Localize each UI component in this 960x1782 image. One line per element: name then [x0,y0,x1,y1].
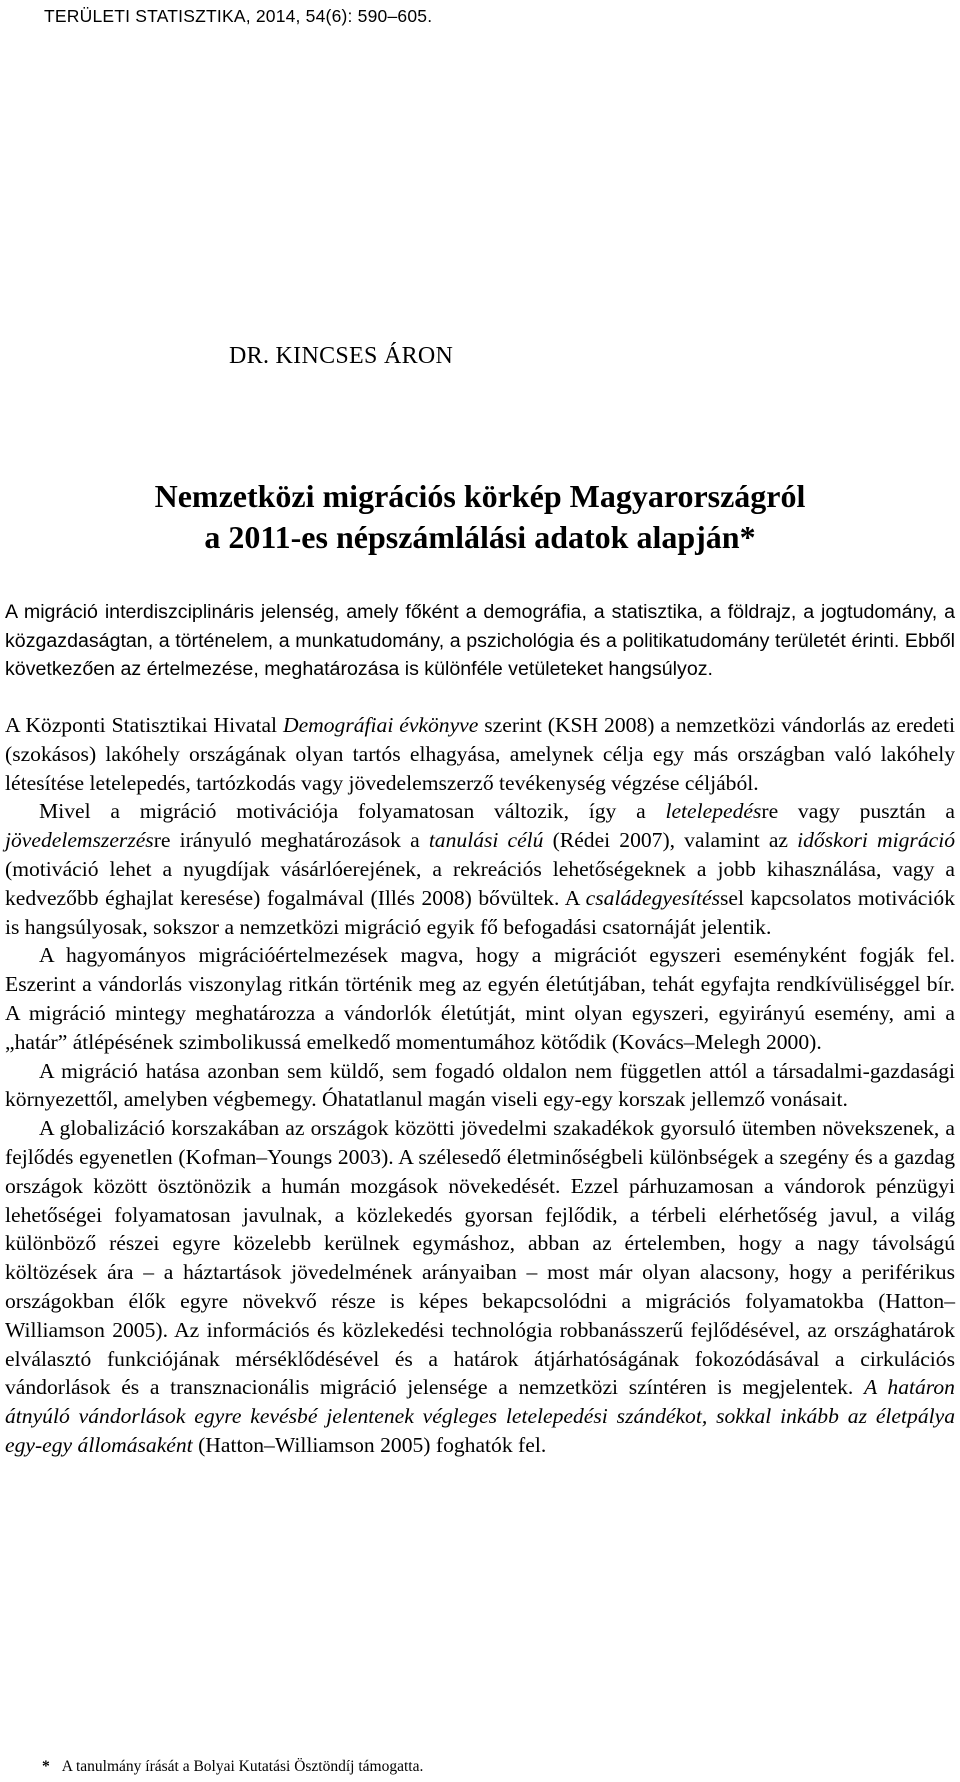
footnote-text: A tanulmány írását a Bolyai Kutatási Ösztöndíj támogatta. [61,1758,424,1775]
running-head: TERÜLETI STATISZTIKA, 2014, 54(6): 590–605. [44,6,433,26]
abstract: A migráció interdiszciplináris jelenség, amely főként a demográfia, a statisztika, a földrajz, a jogtudomány, a közgazdaságtan, a történelem, a munkatudomány, a pszichológia és a politikatudomány területét érinti. Ebből következően az értelmezése, meghatározása is különféle vetületeket hangsúlyoz. [5,601,955,681]
paragraph-1-text-b: szerint (KSH 2008) a nemzetközi vándorlás az eredeti (szokásos) lakóhely országának olyan tartós elhagyása, amelynek célja egy más országban való lakóhely létesítése letelepedés, tartózkodás vagy jövedelemszerző tevékenység végzése céljából. [5,713,955,795]
paragraph-2-italic-1: letelepedés [665,799,762,824]
footnote [42,1758,423,1776]
paragraph-2-italic-5: családegyesítés [585,885,720,910]
paragraph-5-text-b: (Hatton–Williamson 2005) foghatók fel. [192,1432,547,1457]
paragraph-2-text-b: re vagy pusztán a [761,799,955,824]
article-body [5,711,955,1460]
paragraph-2-italic-4: időskori migráció [797,828,955,853]
paragraph-1-italic-1: Demográfiai évkönyve [282,713,479,737]
paragraph-2 [5,797,955,941]
article-title [0,476,960,558]
title-line-2: a 2011-es népszámlálási adatok alapján* [204,519,756,556]
footnote-mark: * [42,1758,50,1775]
paragraph-2-text-f: sel kapcsolatos motivációk is hangsúlyosak, sokszor a nemzetközi migráció egyik fő befogadási csatornáját jelentik. [5,885,955,939]
paragraph-5-text-a: A globalizáció korszakában az országok közötti jövedelmi szakadékok gyorsuló ütemben növekszenek, a fejlődés egyenetlen (Kofman–Youngs 2003). A szélesedő életminőségbeli különbségek a szegény és a gazdag országok között ösztönözik a humán mozgások növekedését. Ezzel párhuzamosan a vándorok pénzügyi lehetőségei folyamatosan javulnak, a közlekedés gyorsan fejlődik, a térbeli elérhetőség javul, a világ különböző részei egyre közelebb kerülnek egymáshoz, abban az értelemben, hogy a nagy távolságú költözések ára – a háztartások jövedelmének arányaiban – most már olyan alacsony, hogy a periférikus országokban élők egyre növekvő része is képes bekapcsolódni a migrációs folyamatokba (Hatton–Williamson 2005). Az információs és közlekedési technológia robbanásszerű fejlődésével, az országhatárok elválasztó funkciójának mérséklődésével és a határok átjárhatóságának fokozódásával a cirkulációs vándorlások és a transznacionális migráció jelensége a nemzetközi színtéren is megjelentek. [5,1116,955,1400]
paragraph-2-text-a: Mivel a migráció motivációja folyamatosan változik, így a [39,799,666,824]
paragraph-1 [5,711,955,797]
paragraph-2-text-d: (Rédei 2007), valamint az [543,828,798,853]
paragraph-2-italic-3: tanulási célú [428,828,544,853]
paragraph-5 [5,1114,955,1460]
paragraph-4: A migráció hatása azonban sem küldő, sem fogadó oldalon nem független attól a társadalmi-gazdasági környezettől, amelyben végbemegy. Óhatatlanul magán viseli egy-egy korszak jellemző vonásait. [5,1058,955,1112]
paragraph-1-text-a: A Központi Statisztikai Hivatal [5,713,283,737]
author-name: DR. KINCSES ÁRON [229,343,454,369]
paragraph-5-italic-1: A határon átnyúló vándorlások egyre kevésbé jelentenek végleges letelepedési szándékot, sokkal inkább az életpálya egy-egy állomásaként [5,1375,955,1457]
title-line-1: Nemzetközi migrációs körkép Magyarországról [154,478,806,515]
paragraph-2-text-c: re irányuló meghatározások a [153,828,429,853]
paragraph-3: A hagyományos migrációértelmezések magva, hogy a migrációt egyszeri eseményként fogják fel. Eszerint a vándorlás viszonylag ritkán történik meg az egyén életútjában, tehát egyfajta rendkívüliséggel bír. A migráció mintegy meghatározza a vándorlók életútját, mint olyan egyszeri, egyirányú esemény, ami a „határ” átlépésének szimbolikussá emelkedő momentumához kötődik (Kovács–Melegh 2000). [5,943,955,1054]
paragraph-2-italic-2: jövedelemszerzés [5,828,154,853]
paragraph-2-text-e: (motiváció lehet a nyugdíjak vásárlóerejének, a rekreációs lehetőségeknek a jobb kihasználása, vagy a kedvezőbb éghajlat keresése) fogalmával (Illés 2008) bővültek. A [5,856,955,910]
